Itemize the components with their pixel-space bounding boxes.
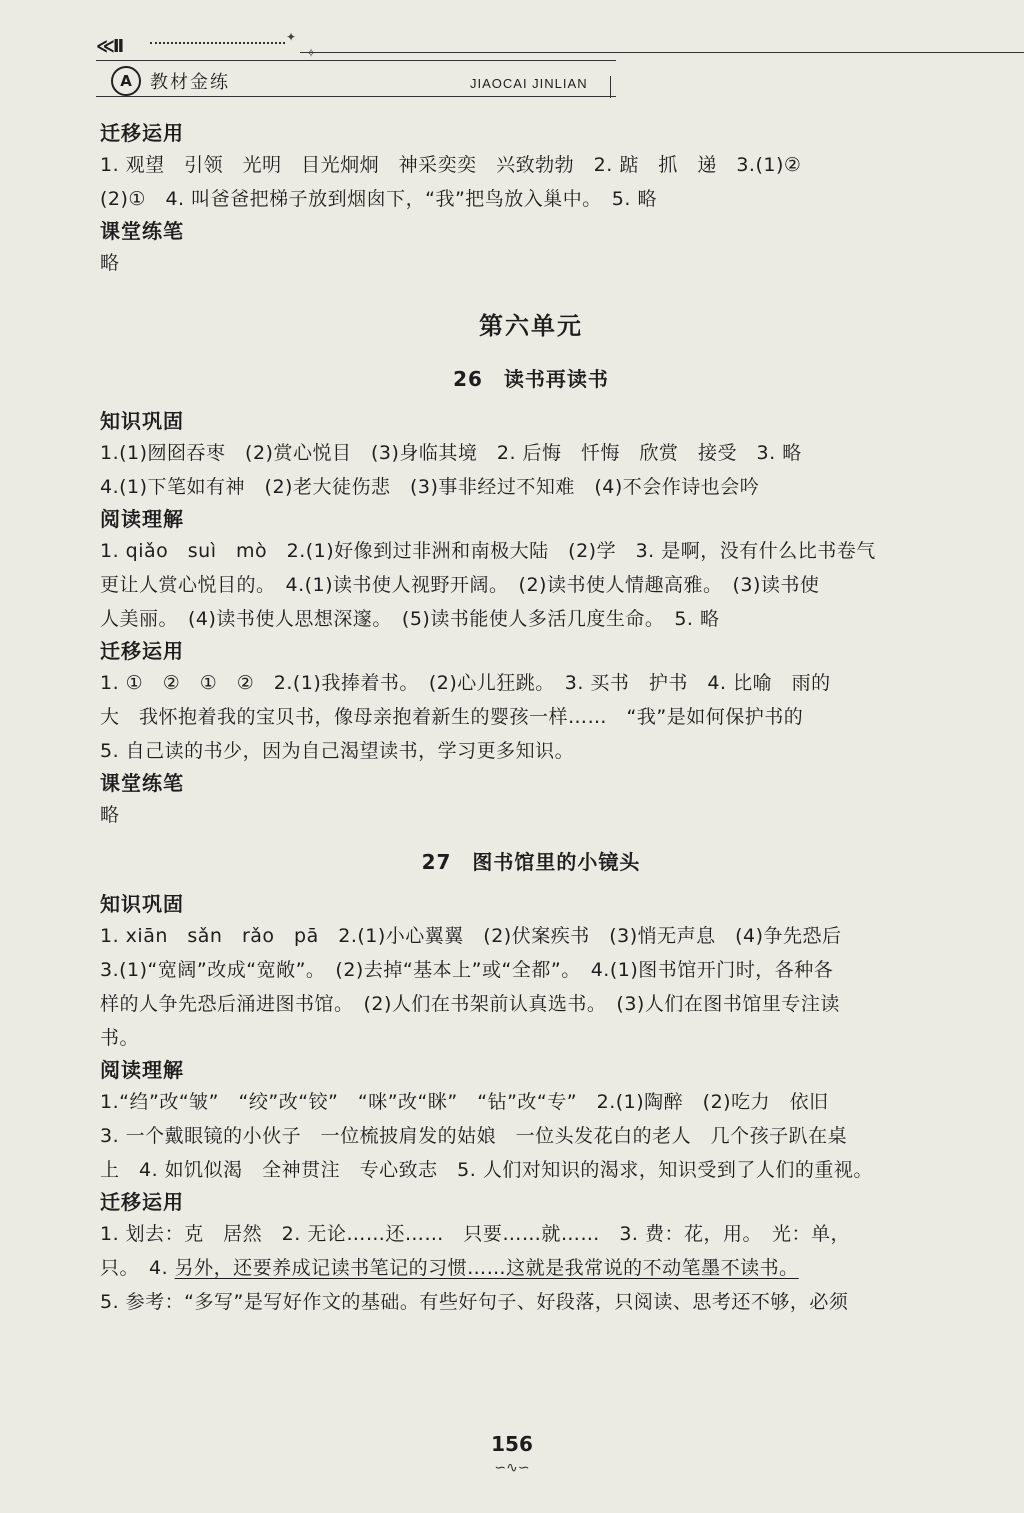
answer-line (100, 1251, 962, 1285)
answer-line: 1. xiān sǎn rǎo pā 2.(1)小心翼翼 (2)伏案疾书 (3)悄无声息 (4)争先恐后 (100, 925, 842, 947)
answer-line: 1. 划去：克 居然 2. 无论……还…… 只要……就…… 3. 费：花，用。 光：单， (100, 1223, 851, 1245)
section-label-transfer: 迁移运用 (100, 121, 184, 145)
ornament-icon: ∽∿∽ (494, 1460, 530, 1476)
header-rule (96, 96, 616, 97)
brand-title: 教材金练 (150, 72, 230, 93)
section-label-reading: 阅读理解 (100, 507, 184, 531)
page-header (0, 0, 1024, 110)
answer-line: 1. qiǎo suì mò 2.(1)好像到过非洲和南极大陆 (2)学 3. 是啊，没有什么比书卷气 (100, 540, 876, 562)
answer-line: 1. 观望 引领 光明 目光炯炯 神采奕奕 兴致勃勃 2. 踮 抓 递 3.(1)② (100, 154, 802, 176)
logo-icon: A (111, 66, 141, 96)
answer-line: 5. 参考：“多写”是写好作文的基础。有些好句子、好段落，只阅读、思考还不够，必须 (100, 1291, 849, 1313)
answer-line: 书。 (100, 1027, 140, 1049)
answer-line: 样的人争先恐后涌进图书馆。 (2)人们在书架前认真选书。 (3)人们在图书馆里专注读 (100, 993, 840, 1015)
section-label-practice: 课堂练笔 (100, 219, 184, 243)
header-rule (300, 52, 1024, 53)
section-label-transfer: 迁移运用 (100, 639, 184, 663)
answer-line: 略 (100, 252, 120, 274)
unit-title: 第六单元 (479, 312, 583, 340)
lesson-title: 27 图书馆里的小镜头 (421, 850, 641, 874)
section-label-practice: 课堂练笔 (100, 771, 184, 795)
header-dotted-line (150, 42, 285, 44)
answer-line: 3. 一个戴眼镜的小伙子 一位梳披肩发的姑娘 一位头发花白的老人 几个孩子趴在桌 (100, 1125, 848, 1147)
section-label-knowledge: 知识巩固 (100, 892, 184, 916)
answer-line: 1. ① ② ① ② 2.(1)我捧着书。 (2)心儿狂跳。 3. 买书 护书 4. 比喻 雨的 (100, 672, 831, 694)
answer-prefix: 只。 4. (100, 1257, 175, 1279)
butterfly-icon: ✦ (286, 30, 297, 44)
brand-roman: JIAOCAI JINLIAN (470, 76, 588, 91)
butterfly-icon: ✧ (306, 46, 317, 60)
answer-line: 更让人赏心悦目的。 4.(1)读书使人视野开阔。 (2)读书使人情趣高雅。 (3)读书使 (100, 574, 820, 596)
answer-line: (2)① 4. 叫爸爸把梯子放到烟囱下，“我”把鸟放入巢中。 5. 略 (100, 188, 657, 210)
section-label-transfer: 迁移运用 (100, 1190, 184, 1214)
answer-line: 略 (100, 804, 120, 826)
answer-line: 4.(1)下笔如有神 (2)老大徒伤悲 (3)事非经过不知难 (4)不会作诗也会吟 (100, 476, 760, 498)
answer-line: 人美丽。 (4)读书使人思想深邃。 (5)读书能使人多活几度生命。 5. 略 (100, 608, 720, 630)
answer-line: 5. 自己读的书少，因为自己渴望读书，学习更多知识。 (100, 740, 575, 762)
page-content (100, 118, 962, 1319)
header-divider (610, 76, 611, 98)
header-rule (96, 60, 616, 61)
answer-line: 1.(1)囫囵吞枣 (2)赏心悦目 (3)身临其境 2. 后悔 忏悔 欣赏 接受 3. 略 (100, 442, 802, 464)
answer-line: 上 4. 如饥似渴 全神贯注 专心致志 5. 人们对知识的渴求，知识受到了人们的重视。 (100, 1159, 873, 1181)
header-arrows: ≪II (96, 36, 123, 57)
section-label-knowledge: 知识巩固 (100, 409, 184, 433)
answer-line: 3.(1)“宽阔”改成“宽敞”。 (2)去掉“基本上”或“全都”。 4.(1)图书馆开门时，各种各 (100, 959, 834, 981)
answer-line: 大 我怀抱着我的宝贝书，像母亲抱着新生的婴孩一样…… “我”是如何保护书的 (100, 706, 804, 728)
answer-line: 1.“绉”改“皱” “绞”改“铰” “咪”改“眯” “钻”改“专” 2.(1)陶醉 (2)吃力 依旧 (100, 1091, 829, 1113)
lesson-title: 26 读书再读书 (453, 367, 609, 391)
underlined-answer: 另外，还要养成记读书笔记的习惯……这就是我常说的不动笔墨不读书。 (174, 1257, 799, 1279)
section-label-reading: 阅读理解 (100, 1058, 184, 1082)
page-number: 156 (491, 1432, 533, 1456)
